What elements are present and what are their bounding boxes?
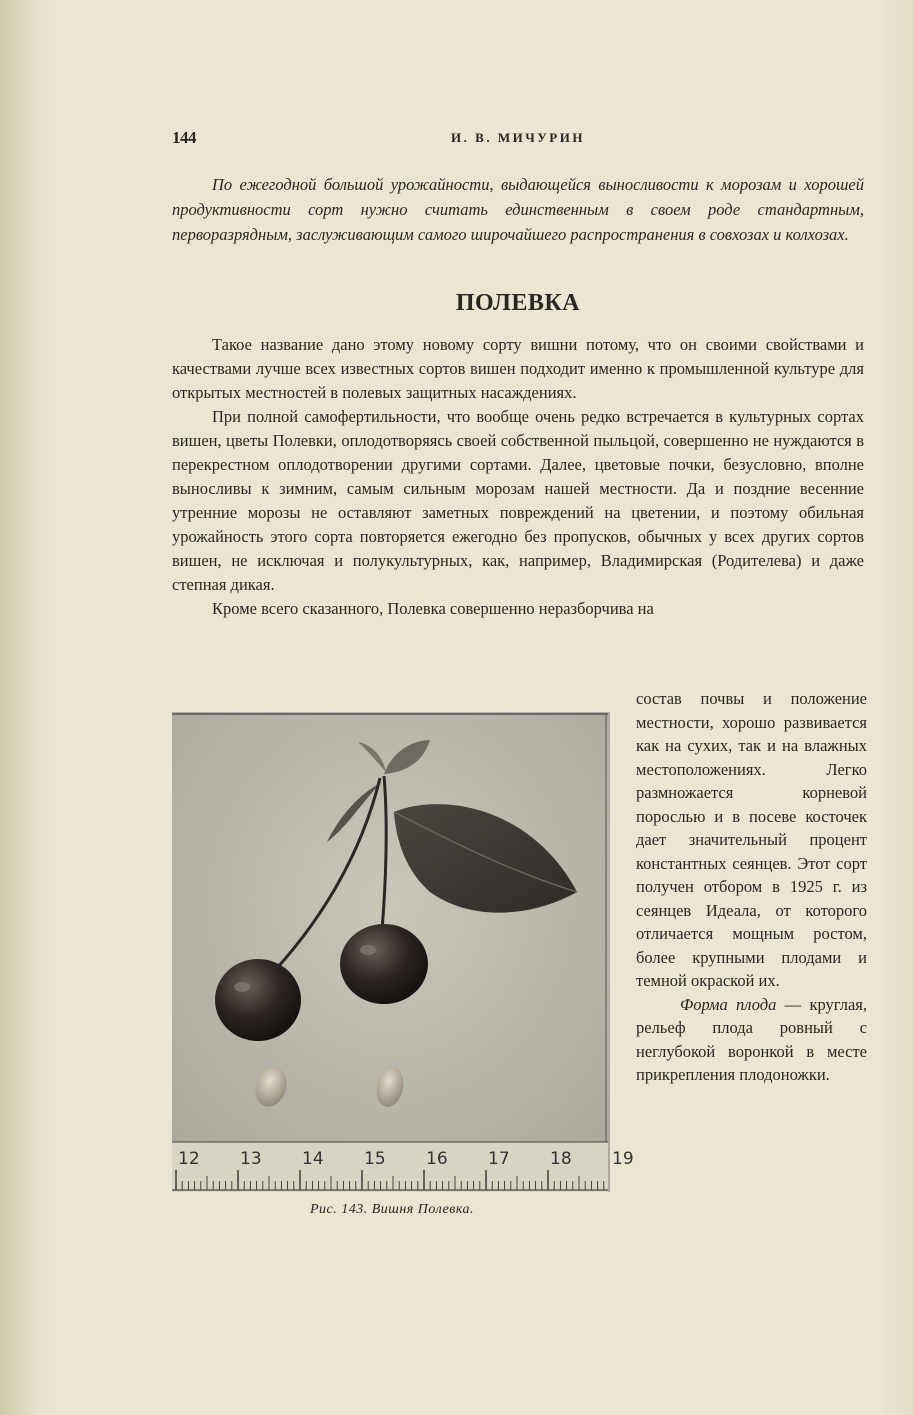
ruler-label: 17 xyxy=(488,1149,510,1169)
ruler-label: 13 xyxy=(240,1149,262,1169)
measuring-ruler xyxy=(172,1142,634,1192)
page-number: 144 xyxy=(172,128,196,147)
figure-caption: Рис. 143. Вишня Полевка. xyxy=(309,1202,475,1217)
ruler-label: 18 xyxy=(550,1149,572,1169)
page-header xyxy=(172,128,864,152)
ruler-label: 15 xyxy=(364,1149,386,1169)
intro-italic-paragraph: По ежегодной большой урожайности, выдающейся выносливости к морозам и хорошей продуктивности сорт нужно считать единственным в своем роде стандартным, перворазрядным, заслуживающим самого широчайшего распространения в совхозах и колхозах. xyxy=(172,175,864,244)
paragraph-3-start: Кроме всего сказанного, Полевка совершенно неразборчива на xyxy=(212,599,654,618)
ruler-label: 16 xyxy=(426,1149,448,1169)
fruit-shape-text: — круглая, рельеф плода ровный с неглубокой воронкой в месте прикрепления плодоножки. xyxy=(636,994,867,1084)
figure-143 xyxy=(172,706,634,1226)
cherry-right xyxy=(340,924,428,1004)
cherry-left-highlight xyxy=(234,982,250,992)
ruler-label: 12 xyxy=(178,1149,200,1169)
section-title: ПОЛЕВКА xyxy=(455,290,581,316)
ruler-label: 14 xyxy=(302,1149,324,1169)
cherry-right-highlight xyxy=(360,945,376,955)
fruit-shape-label: Форма плода xyxy=(680,994,777,1014)
running-head: И. В. МИЧУРИН xyxy=(451,130,585,145)
paragraph-4 xyxy=(636,993,867,1087)
ruler-label: 19 xyxy=(612,1149,634,1169)
side-text-column xyxy=(636,687,867,1087)
cherry-left xyxy=(215,959,301,1041)
body-text xyxy=(172,333,864,621)
cherry-photo xyxy=(172,712,634,1192)
paragraph-2: При полной самофертильности, что вообще очень редко встречается в культурных сортах вишен, цветы Полевки, оплодотворяясь своей собственной пыльцой, совершенно не нуждаются в перекрестном оплодотворении другими сортами. Далее, цветовые почки, безусловно, вполне выносливы к зимним, самым сильным морозам нашей местности. Да и поздние весенние утренние морозы не оставляют заметных повреждений на цветении, и поэтому обильная урожайность этого сорта повторяется ежегодно без пропусков, обычных у всех других сортов вишен, не исключая и полукультурных, как, например, Владимирская (Родителева) и даже степная дикая. xyxy=(172,407,864,594)
paragraph-1: Такое название дано этому новому сорту вишни потому, что он своими свойствами и качествами лучше всех известных сортов вишен подходит именно к промышленной культуре для открытых местностей в полевых защитных насаждениях. xyxy=(172,335,864,402)
paragraph-3-continuation: состав почвы и положение местности, хорошо развивается как на сухих, так и на влажных местоположениях. Легко размножается корневой порослью и в посеве косточек дает значительный процент константных сеянцев. Этот сорт получен отбором в 1925 г. из сеянцев Идеала, от которого отличается мощным ростом, более крупными плодами и темной окраской их. xyxy=(636,689,867,990)
page-binding-shadow xyxy=(0,0,38,1415)
